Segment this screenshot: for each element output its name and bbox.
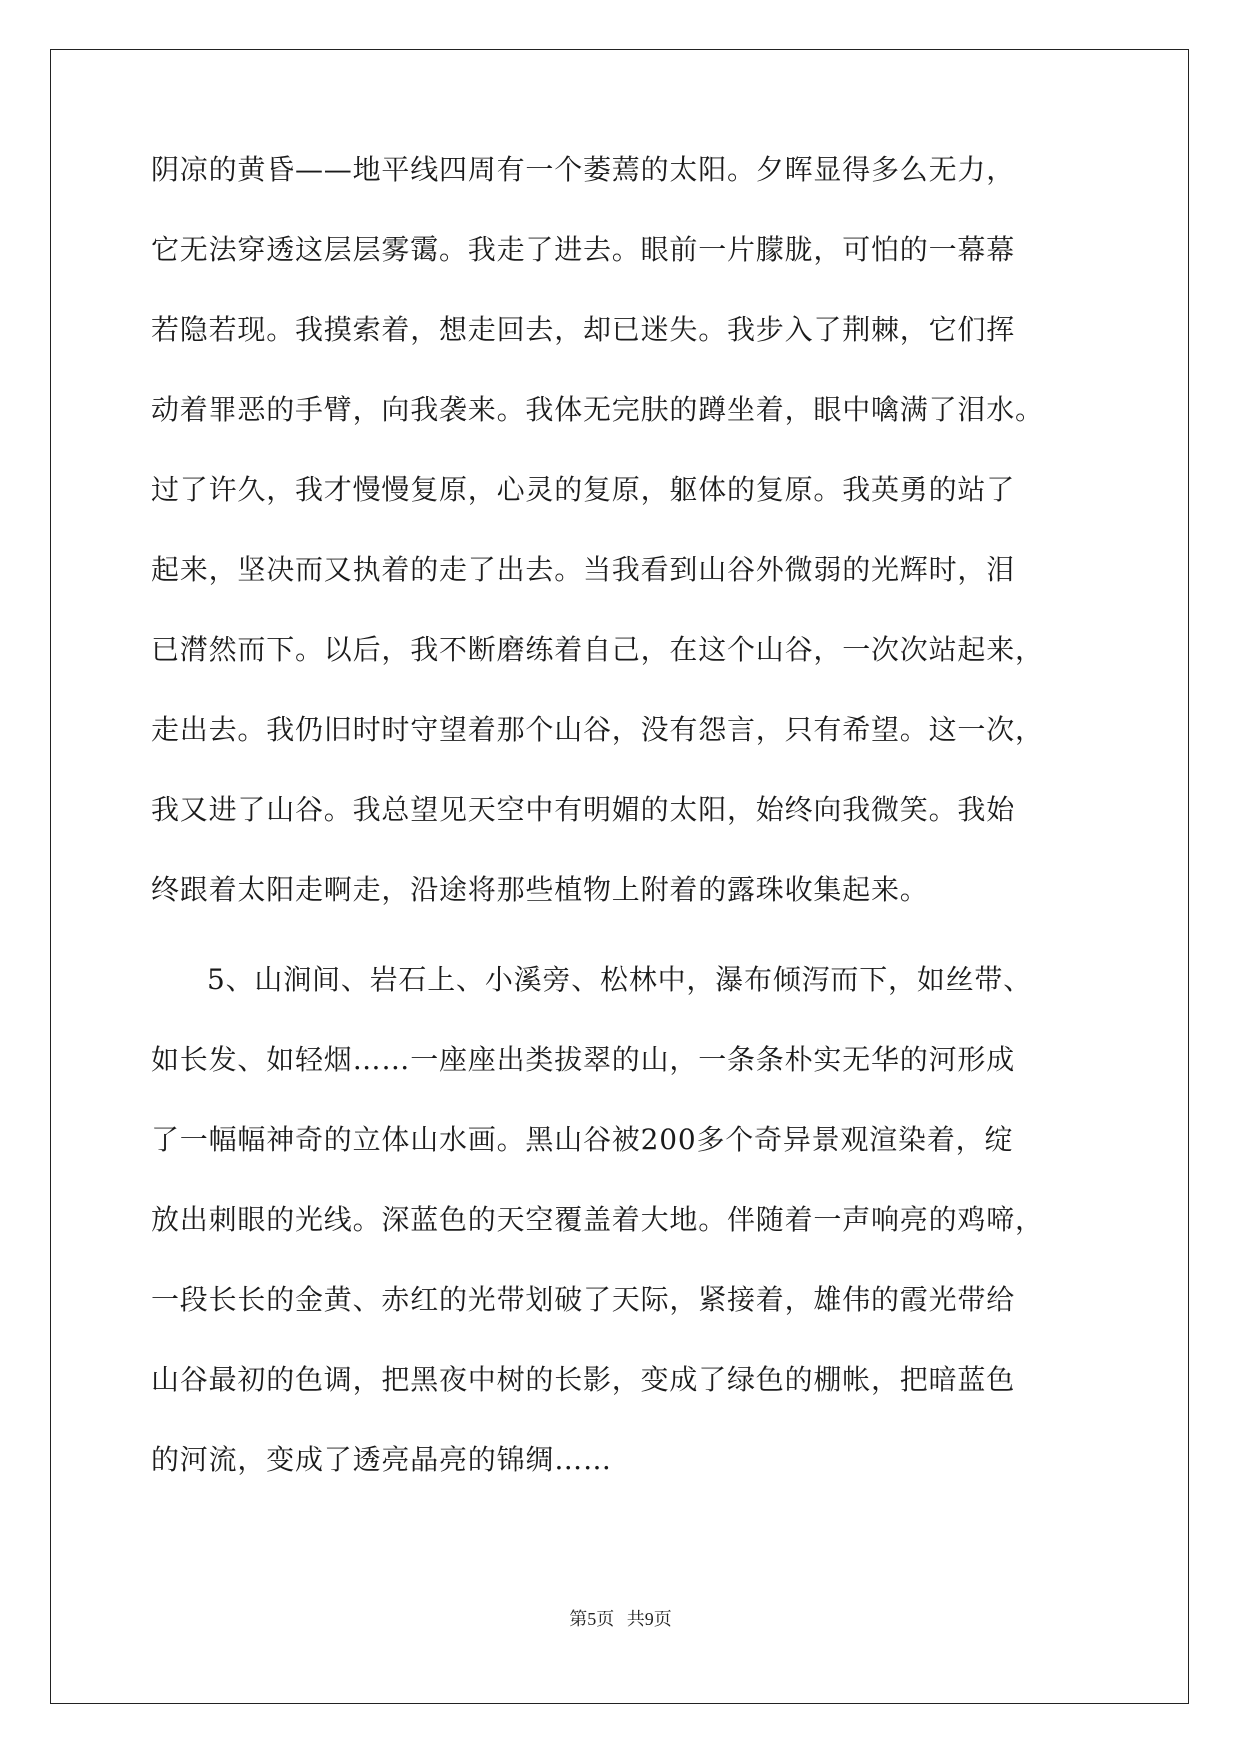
text-line: 如长发、如轻烟……一座座出类拔翠的山，一条条朴实无华的河形成 [151,1043,1016,1076]
text-line: 它无法穿透这层层雾霭。我走了进去。眼前一片朦胧，可怕的一幕幕 [151,233,1016,266]
page-number-current: 第5页 [569,1609,615,1629]
page-footer [0,1605,1241,1631]
text-line: 阴凉的黄昏——地平线四周有一个萎蔫的太阳。夕晖显得多么无力， [151,153,1016,186]
text-line: 终跟着太阳走啊走，沿途将那些植物上附着的露珠收集起来。 [151,873,929,906]
text-line: 的河流，变成了透亮晶亮的锦绸…… [151,1443,612,1476]
text-line: 放出刺眼的光线。深蓝色的天空覆盖着大地。伴随着一声响亮的鸡啼， [151,1203,1044,1236]
text-line: 山谷最初的色调，把黑夜中树的长影，变成了绿色的棚帐，把暗蓝色 [151,1363,1016,1396]
text-line: 动着罪恶的手臂，向我袭来。我体无完肤的蹲坐着，眼中噙满了泪水。 [151,393,1044,426]
paragraph-5-first-line: 5、山涧间、岩石上、小溪旁、松林中，瀑布倾泻而下，如丝带、 [207,963,1033,996]
text-line: 若隐若现。我摸索着，想走回去，却已迷失。我步入了荆棘，它们挥 [151,313,1016,346]
text-line: 起来，坚决而又执着的走了出去。当我看到山谷外微弱的光辉时，泪 [151,553,1016,586]
page-number-total: 共9页 [626,1609,672,1629]
text-line: 走出去。我仍旧时时守望着那个山谷，没有怨言，只有希望。这一次， [151,713,1044,746]
document-body [151,130,1091,1500]
text-line: 我又进了山谷。我总望见天空中有明媚的太阳，始终向我微笑。我始 [151,793,1016,826]
text-line: 过了许久，我才慢慢复原，心灵的复原，躯体的复原。我英勇的站了 [151,473,1016,506]
text-line: 已潸然而下。以后，我不断磨练着自己，在这个山谷，一次次站起来， [151,633,1044,666]
text-line: 一段长长的金黄、赤红的光带划破了天际，紧接着，雄伟的霞光带给 [151,1283,1016,1316]
text-line: 了一幅幅神奇的立体山水画。黑山谷被200多个奇异景观渲染着，绽 [151,1123,1014,1156]
